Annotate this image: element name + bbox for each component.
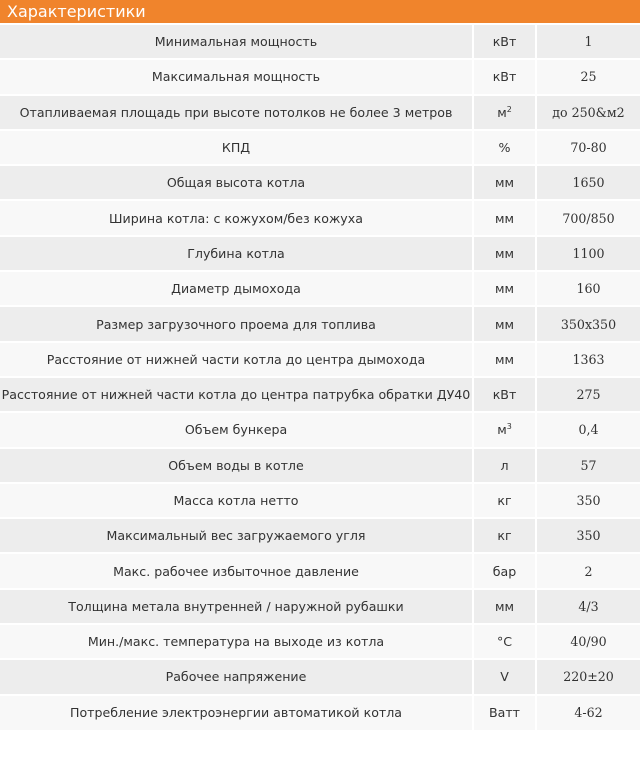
value-cell: 4/3 xyxy=(536,589,640,624)
param-name-cell: Объем воды в котле xyxy=(0,448,473,483)
unit-cell xyxy=(473,589,536,624)
param-name-cell: Толщина метала внутренней / наружной рубашки xyxy=(0,589,473,624)
unit-label: м xyxy=(497,104,507,120)
unit-cell xyxy=(473,165,536,200)
value-cell: 1363 xyxy=(536,342,640,377)
unit-cell xyxy=(473,130,536,165)
table-row xyxy=(0,165,640,200)
unit-cell xyxy=(473,24,536,59)
value-cell: 70-80 xyxy=(536,130,640,165)
unit-label: мм xyxy=(494,281,514,297)
unit-label: кг xyxy=(497,493,512,508)
unit-label: м xyxy=(497,422,507,438)
unit-label: °C xyxy=(496,634,513,650)
table-row xyxy=(0,130,640,165)
table-row xyxy=(0,624,640,659)
param-name-cell: Рабочее напряжение xyxy=(0,659,473,694)
param-name-cell: КПД xyxy=(0,130,473,165)
value-cell: 1650 xyxy=(536,165,640,200)
value-cell: 25 xyxy=(536,59,640,94)
table-row xyxy=(0,236,640,271)
unit-cell xyxy=(473,553,536,588)
param-name-cell: Глубина котла xyxy=(0,236,473,271)
unit-label: л xyxy=(500,457,509,473)
unit-cell xyxy=(473,448,536,483)
value-cell: 220±20 xyxy=(536,659,640,694)
table-row xyxy=(0,695,640,730)
param-name-cell: Объем бункера xyxy=(0,412,473,447)
unit-cell xyxy=(473,95,536,130)
value-cell: 4-62 xyxy=(536,695,640,730)
unit-cell xyxy=(473,59,536,94)
table-row xyxy=(0,377,640,412)
param-name-cell: Минимальная мощность xyxy=(0,24,473,59)
value-cell: 350 xyxy=(536,518,640,553)
unit-label: V xyxy=(500,669,509,685)
unit-label: бар xyxy=(492,563,517,579)
value-cell: 2 xyxy=(536,553,640,588)
table-row xyxy=(0,271,640,306)
value-cell: до 250&м2 xyxy=(536,95,640,130)
unit-cell xyxy=(473,377,536,412)
param-name-cell: Отапливаемая площадь при высоте потолков не более 3 метров xyxy=(0,95,473,130)
unit-label: кВт xyxy=(492,34,517,50)
unit-cell xyxy=(473,342,536,377)
param-name-cell: Ширина котла: с кожухом/без кожуха xyxy=(0,200,473,235)
table-row xyxy=(0,518,640,553)
unit-label: мм xyxy=(494,316,514,332)
unit-label: мм xyxy=(494,175,514,191)
table-row xyxy=(0,412,640,447)
unit-label: мм xyxy=(494,598,514,614)
param-name-cell: Максимальная мощность xyxy=(0,59,473,94)
param-name-cell: Макс. рабочее избыточное давление xyxy=(0,553,473,588)
param-name-cell: Диаметр дымохода xyxy=(0,271,473,306)
table-row xyxy=(0,95,640,130)
value-cell: 350 xyxy=(536,483,640,518)
specs-table xyxy=(0,23,640,730)
value-cell: 1100 xyxy=(536,236,640,271)
value-cell: 0,4 xyxy=(536,412,640,447)
table-row xyxy=(0,483,640,518)
unit-cell xyxy=(473,659,536,694)
unit-label: кВт xyxy=(492,69,517,85)
unit-superscript: 2 xyxy=(506,104,512,114)
unit-cell xyxy=(473,200,536,235)
param-name-cell: Размер загрузочного проема для топлива xyxy=(0,306,473,341)
table-row xyxy=(0,589,640,624)
unit-cell xyxy=(473,271,536,306)
unit-label: мм xyxy=(494,351,514,367)
unit-cell xyxy=(473,483,536,518)
param-name-cell: Расстояние от нижней части котла до центра дымохода xyxy=(0,342,473,377)
table-row xyxy=(0,59,640,94)
unit-cell xyxy=(473,412,536,447)
param-name-cell: Потребление электроэнергии автоматикой котла xyxy=(0,695,473,730)
value-cell: 350x350 xyxy=(536,306,640,341)
unit-cell xyxy=(473,236,536,271)
table-row xyxy=(0,448,640,483)
table-row xyxy=(0,200,640,235)
unit-cell xyxy=(473,518,536,553)
value-cell: 57 xyxy=(536,448,640,483)
param-name-cell: Максимальный вес загружаемого угля xyxy=(0,518,473,553)
value-cell: 40/90 xyxy=(536,624,640,659)
table-row xyxy=(0,24,640,59)
unit-cell xyxy=(473,624,536,659)
section-header: Характеристики xyxy=(0,0,640,23)
param-name-cell: Масса котла нетто xyxy=(0,483,473,518)
specs-table-body xyxy=(0,24,640,730)
unit-label: мм xyxy=(494,210,514,226)
value-cell: 160 xyxy=(536,271,640,306)
unit-label: кВт xyxy=(492,387,517,403)
table-row xyxy=(0,342,640,377)
table-row xyxy=(0,659,640,694)
param-name-cell: Расстояние от нижней части котла до центра патрубка обратки ДУ40 xyxy=(0,377,473,412)
table-row xyxy=(0,306,640,341)
param-name-cell: Мин./макс. температура на выходе из котла xyxy=(0,624,473,659)
value-cell: 1 xyxy=(536,24,640,59)
unit-cell xyxy=(473,306,536,341)
unit-label: Ватт xyxy=(488,705,521,721)
unit-label: % xyxy=(498,140,511,156)
param-name-cell: Общая высота котла xyxy=(0,165,473,200)
value-cell: 700/850 xyxy=(536,200,640,235)
unit-cell xyxy=(473,695,536,730)
value-cell: 275 xyxy=(536,377,640,412)
unit-label: мм xyxy=(494,245,514,261)
unit-label: кг xyxy=(497,528,512,544)
table-row xyxy=(0,553,640,588)
unit-superscript: 3 xyxy=(506,422,512,432)
